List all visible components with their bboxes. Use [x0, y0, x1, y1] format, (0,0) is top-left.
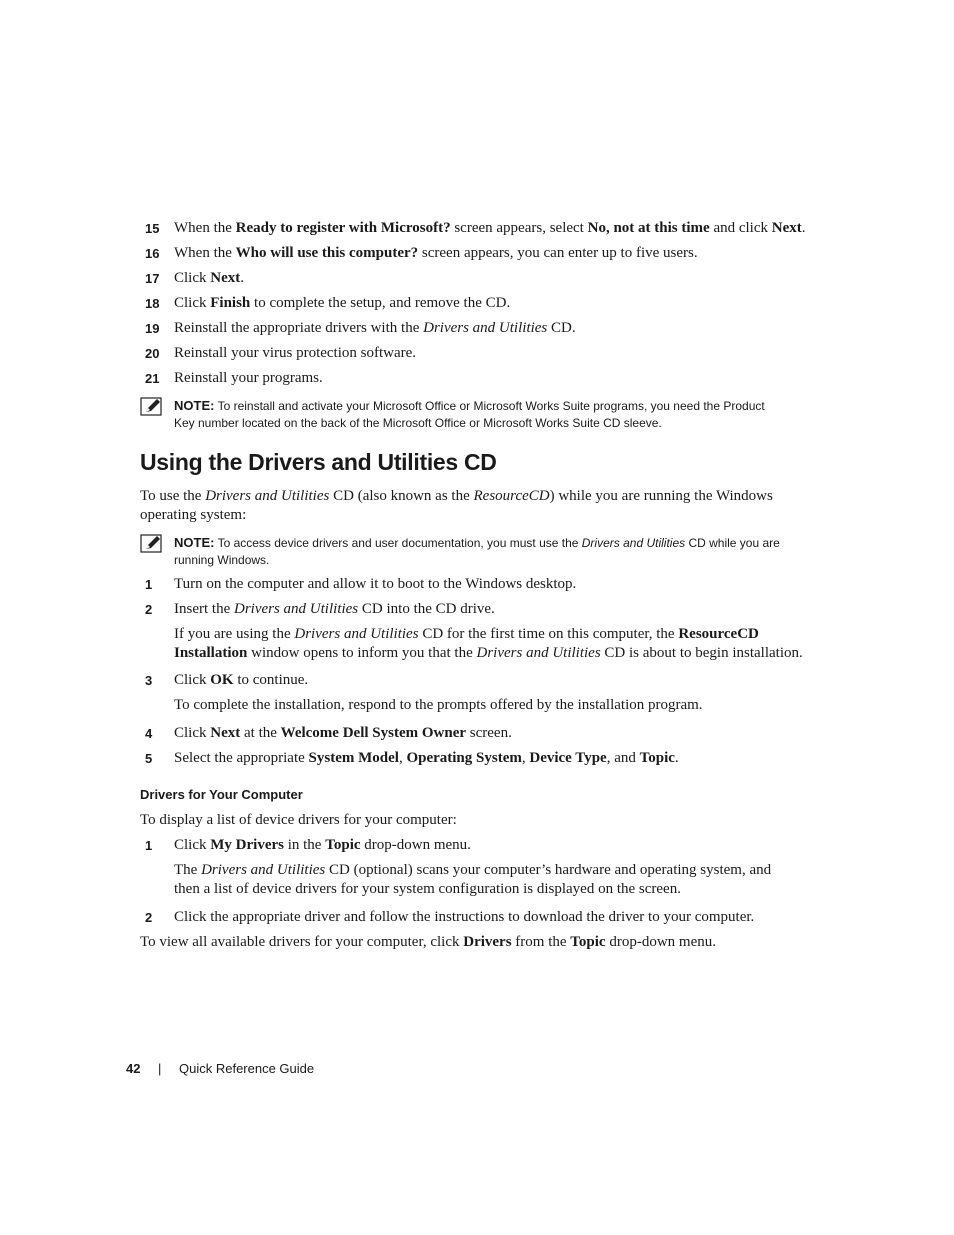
note-text: NOTE: To reinstall and activate your Microsoft Office or Microsoft Works Suite programs, you need the Product Key number located on the back of the Microsoft Office or Microsoft Works Suite CD sleeve.	[174, 398, 765, 430]
drivers-outro: To view all available drivers for your computer, click Drivers from the Topic drop-down menu.	[140, 934, 716, 950]
page-number: 42	[126, 1061, 141, 1076]
step-number: 21	[145, 371, 160, 386]
step-number: 16	[145, 246, 160, 261]
step-text: Click Next at the Welcome Dell System Owner screen.	[174, 725, 512, 741]
note-label: NOTE:	[174, 535, 215, 550]
step-number: 20	[145, 346, 160, 361]
step-3-paragraph: To complete the installation, respond to the prompts offered by the installation program.	[174, 697, 703, 713]
note-label: NOTE:	[174, 398, 215, 413]
section-heading: Using the Drivers and Utilities CD	[140, 449, 497, 475]
step-text: Click the appropriate driver and follow the instructions to download the driver to your computer.	[174, 909, 755, 925]
step-number: 15	[145, 221, 160, 236]
step-number: 2	[145, 602, 153, 617]
step-2-paragraph: If you are using the Drivers and Utilities CD for the first time on this computer, the ResourceCD Installation window opens to inform you that the Drivers and Utilities CD is about to begin installation.	[174, 626, 803, 661]
step-text: Insert the Drivers and Utilities CD into the CD drive.	[174, 601, 495, 617]
step-number: 19	[145, 321, 160, 336]
step-text: Click Next.	[174, 270, 244, 286]
step-number: 18	[145, 296, 160, 311]
step-text: When the Ready to register with Microsoft? screen appears, select No, not at this time and click Next.	[174, 220, 806, 236]
step-number: 5	[145, 751, 153, 766]
step-text: Reinstall your programs.	[174, 370, 323, 386]
step-text: Reinstall the appropriate drivers with the Drivers and Utilities CD.	[174, 320, 576, 336]
intro-paragraph: To use the Drivers and Utilities CD (also known as the ResourceCD) while you are running the Windows operating system:	[140, 488, 773, 523]
step-number: 4	[145, 726, 153, 741]
drivers-step-1-paragraph: The Drivers and Utilities CD (optional) scans your computer’s hardware and operating system, and then a list of device drivers for your system configuration is displayed on the screen.	[174, 862, 772, 897]
step-text: Select the appropriate System Model, Operating System, Device Type, and Topic.	[174, 750, 679, 766]
step-number: 17	[145, 271, 160, 286]
footer-title: Quick Reference Guide	[179, 1061, 315, 1076]
subsection-heading: Drivers for Your Computer	[140, 787, 303, 802]
step-text: Click My Drivers in the Topic drop-down menu.	[174, 837, 471, 853]
note-access-drivers	[140, 534, 820, 569]
step-number: 1	[145, 838, 153, 853]
step-text: When the Who will use this computer? screen appears, you can enter up to five users.	[174, 245, 698, 261]
drivers-intro: To display a list of device drivers for your computer:	[140, 812, 457, 828]
step-text: Reinstall your virus protection software.	[174, 345, 417, 361]
step-text: Turn on the computer and allow it to boot to the Windows desktop.	[174, 576, 577, 592]
note-text: NOTE: To access device drivers and user documentation, you must use the Drivers and Utilities CD while you are running Windows.	[174, 535, 780, 567]
note-reinstall-office	[140, 397, 820, 432]
footer-separator: |	[158, 1061, 162, 1076]
step-number: 2	[145, 910, 153, 925]
step-text: Click Finish to complete the setup, and remove the CD.	[174, 295, 511, 311]
step-number: 3	[145, 673, 153, 688]
pencil-note-icon	[140, 397, 164, 416]
pencil-note-icon	[140, 534, 164, 553]
step-number: 1	[145, 577, 153, 592]
step-text: Click OK to continue.	[174, 672, 309, 688]
